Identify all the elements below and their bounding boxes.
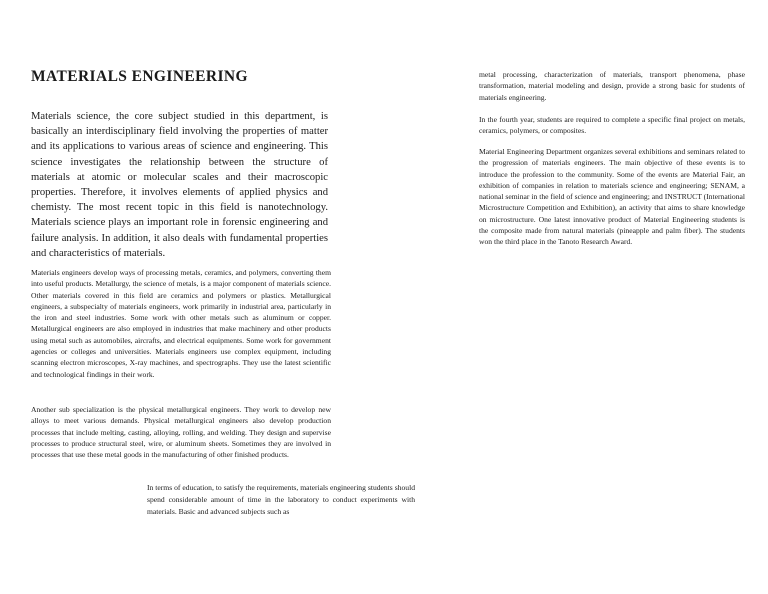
right-paragraph-events: Material Engineering Department organizes several exhibitions and seminars related to the progression of materials engineers. The main objective of these events is to introduce the profession to the community. Some of the events are Material Fair, an exhibition of companies in relation to materials science and engineering; SENAM, a national seminar in the field of science and engineering; and INSTRUCT (International Microstructure Competition and Exhibition), an activity that aims to share knowledge on microstructure. One latest innovative product of Material Engineering students is the composite made from natural materials (pineapple and palm fiber). The students won the third place in the Tanoto Research Award. [479,147,745,247]
education-paragraph: In terms of education, to satisfy the requirements, materials engineering students should spend considerable amount of time in the laboratory to conduct experiments with materials. Basic and advanced subjects such as [147,483,415,516]
page-title: MATERIALS ENGINEERING [31,68,248,85]
lead-paragraph: Materials science, the core subject studied in this department, is basically an interdisciplinary field involving the properties of matter and its applications to various areas of science and engineering. This science investigates the relationship between the structure of materials at atomic or molecular scales and their macroscopic properties. Therefore, it involves elements of applied physics and chemisty. The most recent topic in this field is nanotechnology. Materials science plays an important role in forensic engineering and failure analysis. In addition, it also deals with fundamental properties and characteristics of materials. [31,111,328,259]
left-paragraph-metallurgy: Materials engineers develop ways of processing metals, ceramics, and polymers, converting them into useful products. Metallurgy, the science of metals, is a major component of materials science. Other materials covered in this field are ceramics and polymers or plastics. Metallurgical engineers, a subspecialty of materials engineers, work primarily in industrial area, particularly in the iron and steel industries. Some work with other metals such as aluminum or copper. Metallurgical engineers are also employed in industries that make machinery and other products using metal such as automobiles, aircrafts, and electrical equipments. Some work for government agencies or colleges and universities. Materials engineers use complex equipment, including scanning electron microscopes, X-ray machines, and spectrographs. They use the latest scientific and technological findings in their work. [31,268,331,379]
left-paragraph-physical-metallurgy: Another sub specialization is the physical metallurgical engineers. They work to develop new alloys to meet various demands. Physical metallurgical engineers also develop production processes that include melting, casting, alloying, rolling, and welding. They design and supervise processes to produce structural steel, wire, or aluminum sheets. Sometimes they are involved in processes that use these metal goods in the manufacturing of other finished products. [31,405,331,460]
right-paragraph-subjects: metal processing, characterization of materials, transport phenomena, phase transformation, material modeling and design, provide a strong basic for students of materials engineering. [479,70,745,102]
right-paragraph-final-project: In the fourth year, students are required to complete a specific final project on metals, ceramics, polymers, or composites. [479,115,745,136]
